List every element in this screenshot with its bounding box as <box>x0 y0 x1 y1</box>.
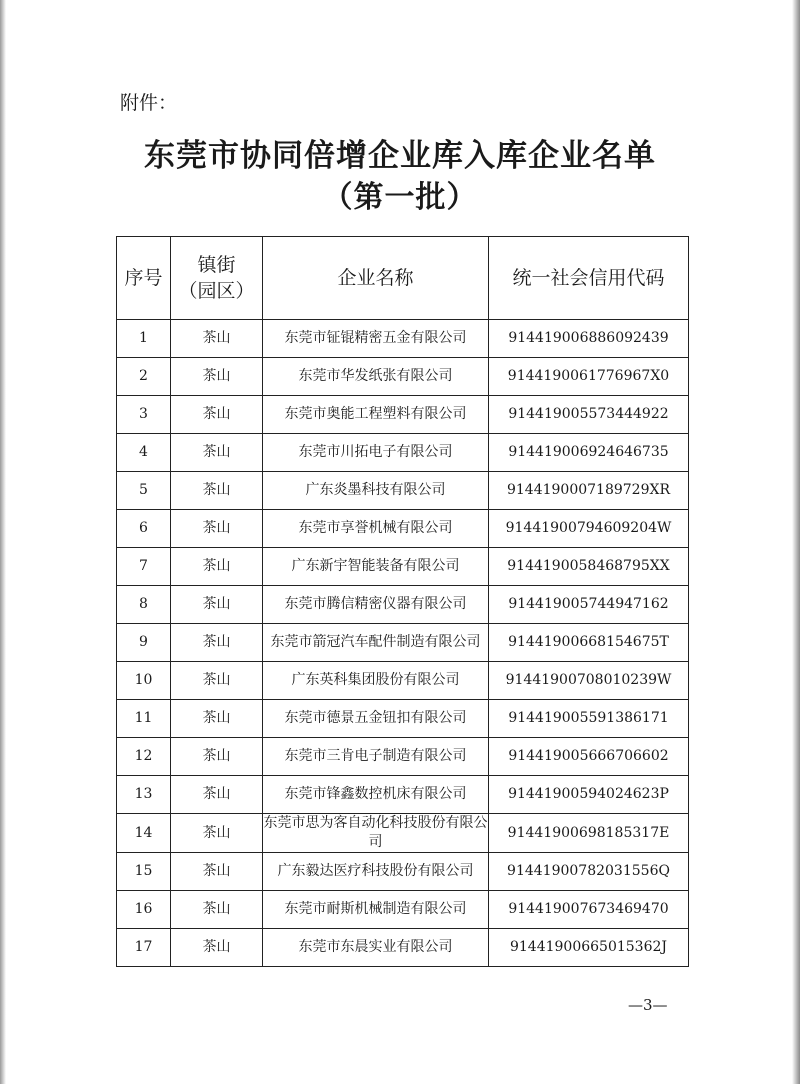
cell-company: 广东毅达医疗科技股份有限公司 <box>263 853 489 891</box>
cell-credit-code: 91441900617769​67X0 <box>489 358 689 396</box>
cell-seq: 8 <box>117 586 171 624</box>
cell-company: 东莞市锋鑫数控机床有限公司 <box>263 776 489 814</box>
cell-company: 东莞市三肯电子制造有限公司 <box>263 738 489 776</box>
cell-company: 东莞市钲锟精密五金有限公司 <box>263 320 489 358</box>
table-row <box>117 929 689 967</box>
document-title: 东莞市协同倍增企业库入库企业名单 <box>144 138 656 174</box>
cell-credit-code: 914419005573444922 <box>489 396 689 434</box>
cell-company: 东莞市东晨实业有限公司 <box>263 929 489 967</box>
cell-seq: 12 <box>117 738 171 776</box>
cell-credit-code: 914419000718972​9XR <box>489 472 689 510</box>
cell-credit-code: 91441900708010239W <box>489 662 689 700</box>
table-row <box>117 586 689 624</box>
table-row <box>117 853 689 891</box>
cell-credit-code: 914419005744947162 <box>489 586 689 624</box>
header-town-line2: （园区） <box>178 280 255 302</box>
cell-credit-code: 914419005666706602 <box>489 738 689 776</box>
cell-credit-code: 91441900794609204W <box>489 510 689 548</box>
cell-company: 东莞市箭冠汽车配件制造有限公司 <box>263 624 489 662</box>
cell-company: 东莞市腾信精密仪器有限公司 <box>263 586 489 624</box>
cell-credit-code: 914419005591386171 <box>489 700 689 738</box>
table-row <box>117 396 689 434</box>
table-row <box>117 662 689 700</box>
cell-company: 东莞市享誉机械有限公司 <box>263 510 489 548</box>
cell-town: 茶山 <box>171 929 263 967</box>
cell-credit-code: 91441900665015362J <box>489 929 689 967</box>
table-row <box>117 434 689 472</box>
cell-town: 茶山 <box>171 738 263 776</box>
cell-credit-code: 91441900594024623P <box>489 776 689 814</box>
cell-credit-code: 91441900584687​95XX <box>489 548 689 586</box>
cell-town: 茶山 <box>171 548 263 586</box>
header-seq: 序号 <box>117 237 171 320</box>
cell-seq: 11 <box>117 700 171 738</box>
cell-company: 东莞市德景五金钮扣有限公司 <box>263 700 489 738</box>
cell-seq: 4 <box>117 434 171 472</box>
cell-town: 茶山 <box>171 776 263 814</box>
cell-company: 东莞市华发纸张有限公司 <box>263 358 489 396</box>
cell-town: 茶山 <box>171 320 263 358</box>
cell-seq: 16 <box>117 891 171 929</box>
header-company: 企业名称 <box>263 237 489 320</box>
table-row <box>117 320 689 358</box>
cell-company: 东莞市思为客自动化科技股份有限公司 <box>263 814 489 853</box>
table-row <box>117 776 689 814</box>
table-row <box>117 814 689 853</box>
table-row <box>117 700 689 738</box>
cell-credit-code: 914419007673469470 <box>489 891 689 929</box>
table-row <box>117 510 689 548</box>
cell-town: 茶山 <box>171 891 263 929</box>
document-subtitle-batch: （第一批） <box>322 180 478 215</box>
enterprise-table <box>116 236 689 967</box>
cell-credit-code: 91441900782031556Q <box>489 853 689 891</box>
cell-town: 茶山 <box>171 814 263 853</box>
cell-credit-code: 914419006886092439 <box>489 320 689 358</box>
cell-seq: 2 <box>117 358 171 396</box>
cell-seq: 9 <box>117 624 171 662</box>
cell-seq: 10 <box>117 662 171 700</box>
cell-seq: 6 <box>117 510 171 548</box>
header-town <box>171 237 263 320</box>
cell-credit-code: 91441900668154675T <box>489 624 689 662</box>
table-row <box>117 624 689 662</box>
cell-credit-code: 91441900698185317E <box>489 814 689 853</box>
cell-company: 广东英科集团股份有限公司 <box>263 662 489 700</box>
cell-town: 茶山 <box>171 396 263 434</box>
cell-town: 茶山 <box>171 472 263 510</box>
attachment-label: 附件： <box>120 92 178 114</box>
table-row <box>117 358 689 396</box>
table-row <box>117 738 689 776</box>
cell-town: 茶山 <box>171 358 263 396</box>
cell-company: 东莞市耐斯机械制造有限公司 <box>263 891 489 929</box>
cell-seq: 7 <box>117 548 171 586</box>
cell-seq: 15 <box>117 853 171 891</box>
cell-seq: 5 <box>117 472 171 510</box>
cell-seq: 1 <box>117 320 171 358</box>
header-credit-code: 统一社会信用代码 <box>489 237 689 320</box>
cell-town: 茶山 <box>171 853 263 891</box>
cell-town: 茶山 <box>171 662 263 700</box>
table-row <box>117 891 689 929</box>
cell-seq: 14 <box>117 814 171 853</box>
cell-seq: 17 <box>117 929 171 967</box>
cell-town: 茶山 <box>171 510 263 548</box>
cell-seq: 13 <box>117 776 171 814</box>
cell-town: 茶山 <box>171 586 263 624</box>
cell-company: 东莞市奥能工程塑料有限公司 <box>263 396 489 434</box>
table-row <box>117 548 689 586</box>
header-town-line1: 镇街 <box>197 254 236 276</box>
cell-seq: 3 <box>117 396 171 434</box>
cell-credit-code: 914419006924646735 <box>489 434 689 472</box>
cell-town: 茶山 <box>171 434 263 472</box>
cell-company: 东莞市川拓电子有限公司 <box>263 434 489 472</box>
table-row <box>117 472 689 510</box>
cell-town: 茶山 <box>171 700 263 738</box>
table-header-row <box>117 237 689 320</box>
cell-town: 茶山 <box>171 624 263 662</box>
cell-company: 广东新宇智能装备有限公司 <box>263 548 489 586</box>
cell-company: 广东炎墨科技有限公司 <box>263 472 489 510</box>
page-number: —3— <box>628 996 668 1014</box>
